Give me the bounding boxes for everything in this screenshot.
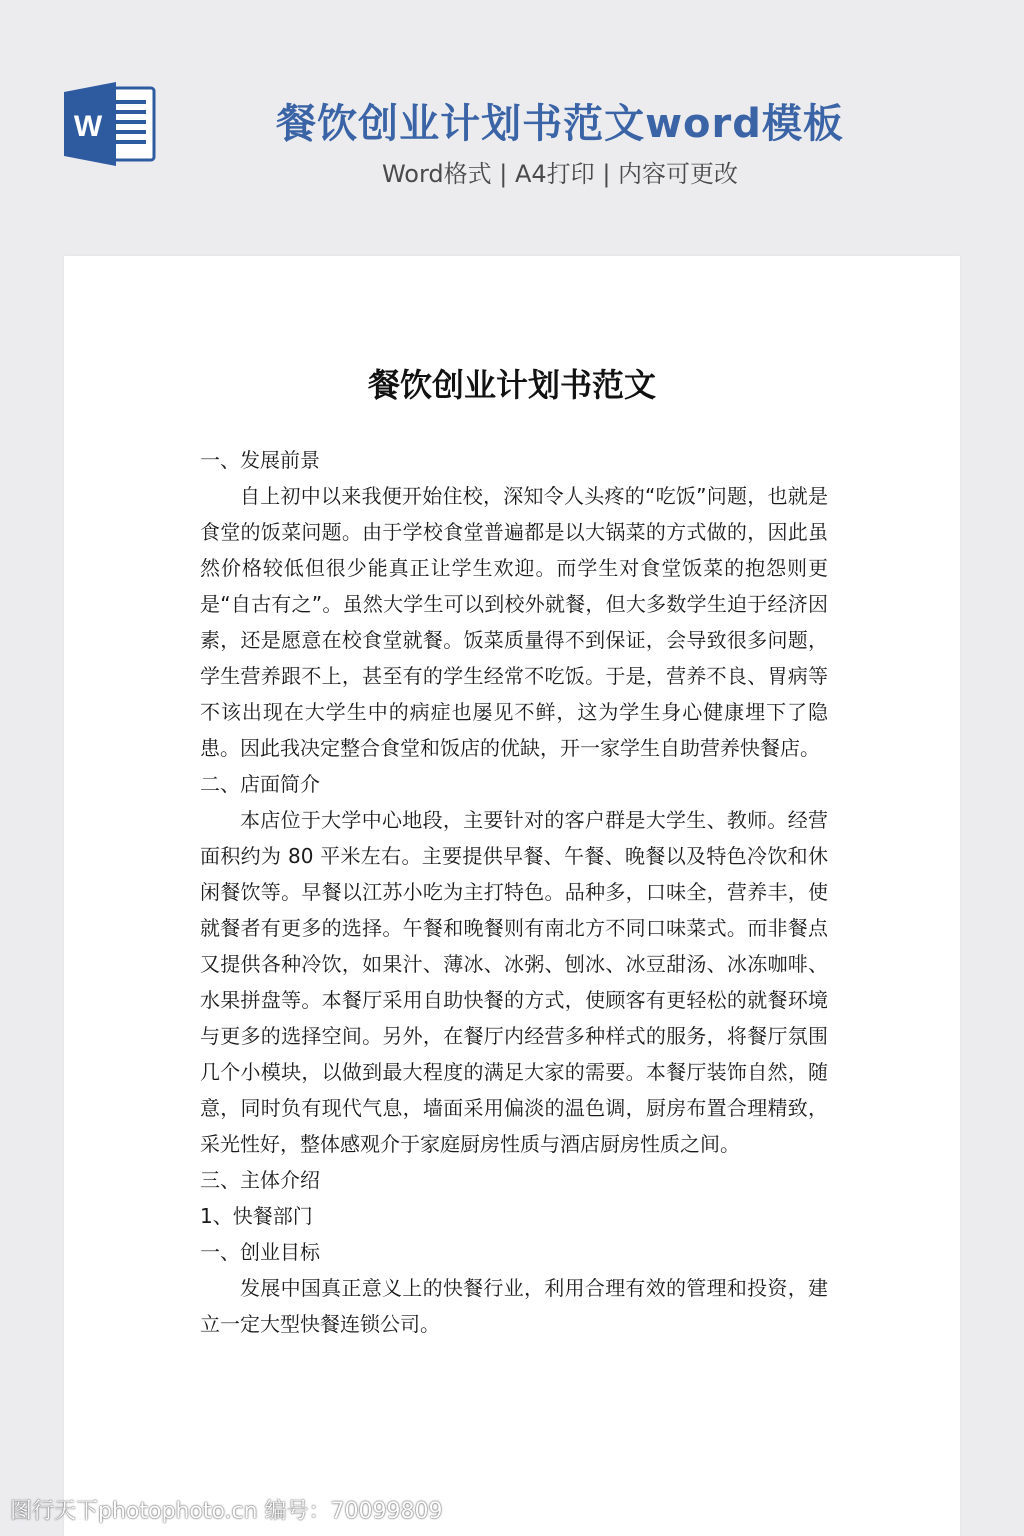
section-heading: 二、店面简介 [200, 772, 320, 796]
section-heading: 一、创业目标 [200, 1240, 320, 1264]
section-heading: 1、快餐部门 [200, 1204, 313, 1228]
document-body [200, 442, 828, 1342]
header-title: 餐饮创业计划书范文word模板 [276, 101, 844, 147]
body-paragraph: 本店位于大学中心地段，主要针对的客户群是大学生、教师。经营面积约为 80 平米左右。主要提供早餐、午餐、晚餐以及特色冷饮和休闲餐饮等。早餐以江苏小吃为主打特色。品种多，口味全，营养丰，使就餐者有更多的选择。午餐和晚餐则有南北方不同口味菜式。而非餐点又提供各种冷饮，如果汁、薄冰、冰粥、刨冰、冰豆甜汤、冰冻咖啡、水果拼盘等。本餐厅采用自助快餐的方式，使顾客有更轻松的就餐环境与更多的选择空间。另外，在餐厅内经营多种样式的服务，将餐厅氛围几个小模块，以做到最大程度的满足大家的需要。本餐厅装饰自然，随意，同时负有现代气息，墙面采用偏淡的温色调，厨房布置合理精致，采光性好，整体感观介于家庭厨房性质与酒店厨房性质之间。 [200, 808, 828, 1156]
header-subtitle: Word格式 | A4打印 | 内容可更改 [381, 160, 739, 188]
watermark-text: 图行天下photophoto.cn 编号：70099809 [10, 1499, 443, 1524]
document-title: 餐饮创业计划书范文 [367, 366, 656, 404]
body-paragraph: 发展中国真正意义上的快餐行业，利用合理有效的管理和投资，建立一定大型快餐连锁公司。 [200, 1276, 828, 1336]
svg-text:W: W [73, 110, 103, 143]
section-heading: 一、发展前景 [200, 448, 320, 472]
section-heading: 三、主体介绍 [200, 1168, 320, 1192]
body-paragraph: 自上初中以来我便开始住校，深知令人头疼的“吃饭”问题，也就是食堂的饭菜问题。由于学校食堂普遍都是以大锅菜的方式做的，因此虽然价格较低但很少能真正让学生欢迎。而学生对食堂饭菜的抱怨则更是“自古有之”。虽然大学生可以到校外就餐，但大多数学生迫于经济因素，还是愿意在校食堂就餐。饭菜质量得不到保证，会导致很多问题，学生营养跟不上，甚至有的学生经常不吃饭。于是，营养不良、胃病等不该出现在大学生中的病症也屡见不鲜，这为学生身心健康埋下了隐患。因此我决定整合食堂和饭店的优缺，开一家学生自助营养快餐店。 [200, 484, 828, 760]
page-header [0, 0, 1024, 250]
word-doc-icon [64, 82, 156, 166]
